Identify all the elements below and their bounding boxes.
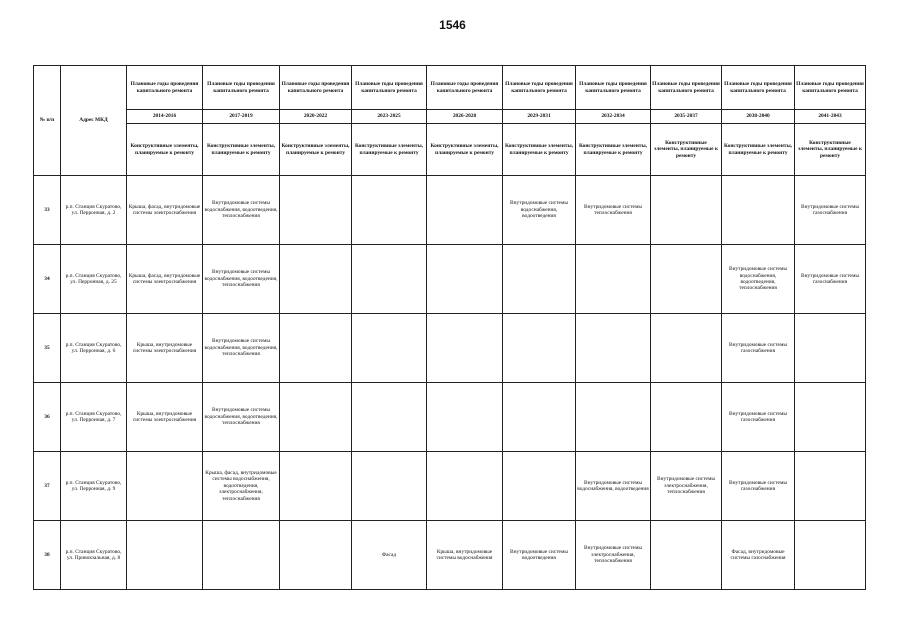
row-number: 37 <box>34 452 61 521</box>
elements-label: Конструктивные элементы, планируемые к ремонту <box>722 124 795 176</box>
column-header-number: № п/п <box>34 66 61 176</box>
repair-cell: Фасад, внутридомовые системы газоснабжения <box>722 521 795 590</box>
table-row <box>34 383 866 452</box>
repair-cell <box>280 245 352 314</box>
elements-label: Конструктивные элементы, планируемые к ремонту <box>503 124 576 176</box>
table-row <box>34 452 866 521</box>
repair-cell <box>722 176 795 245</box>
repair-cell: Внутридомовые системы водоснабжения, водоотведения <box>576 452 651 521</box>
elements-label: Конструктивные элементы, планируемые к ремонту <box>203 124 280 176</box>
column-header-address: Адрес МКД <box>61 66 127 176</box>
period-years: 2020-2022 <box>280 110 352 124</box>
repair-cell <box>352 314 427 383</box>
period-years: 2023-2025 <box>352 110 427 124</box>
elements-label: Конструктивные элементы, планируемые к ремонту <box>352 124 427 176</box>
repair-cell: Крыша, внутридомовые системы электроснабжения <box>127 383 203 452</box>
repair-cell <box>503 383 576 452</box>
repair-cell: Крыша, внутридомовые системы водоснабжения <box>427 521 503 590</box>
header-elements-row <box>34 124 866 176</box>
period-years: 2014-2016 <box>127 110 203 124</box>
period-title: Плановые годы проведения капитального ремонта <box>280 66 352 110</box>
period-title: Плановые годы проведения капитального ремонта <box>722 66 795 110</box>
repair-cell <box>576 245 651 314</box>
elements-label: Конструктивные элементы, планируемые к ремонту <box>795 124 866 176</box>
repair-cell <box>427 176 503 245</box>
header-title-row <box>34 66 866 110</box>
repair-cell <box>127 521 203 590</box>
repair-cell <box>795 383 866 452</box>
repair-cell <box>576 314 651 383</box>
repair-cell <box>651 245 722 314</box>
repair-cell <box>503 452 576 521</box>
repair-cell <box>503 314 576 383</box>
repair-cell <box>427 314 503 383</box>
repair-cell: Внутридомовые системы водоснабжения, водоотведения, теплоснабжения <box>203 176 280 245</box>
period-years: 2032-2034 <box>576 110 651 124</box>
repair-cell: Внутридомовые системы водоснабжения, водоотведения, теплоснабжения <box>203 314 280 383</box>
period-title: Плановые годы проведения капитального ремонта <box>427 66 503 110</box>
repair-cell: Внутридомовые системы газоснабжения <box>722 314 795 383</box>
repair-cell: Крыша, фасад, внутридомовые системы электроснабжения <box>127 245 203 314</box>
repair-cell <box>651 383 722 452</box>
repair-cell <box>280 314 352 383</box>
repair-cell: Крыша, фасад, внутридомовые системы водоснабжения, водоотведения, электроснабжения, теплоснабжения <box>203 452 280 521</box>
elements-label: Конструктивные элементы, планируемые к ремонту <box>651 124 722 176</box>
period-years: 2026-2028 <box>427 110 503 124</box>
table-row <box>34 176 866 245</box>
period-title: Плановые годы проведения капитального ремонта <box>203 66 280 110</box>
repair-cell <box>280 452 352 521</box>
repair-cell <box>427 245 503 314</box>
repair-cell: Фасад <box>352 521 427 590</box>
repair-cell <box>280 176 352 245</box>
period-title: Плановые годы проведения капитального ремонта <box>503 66 576 110</box>
elements-label: Конструктивные элементы, планируемые к ремонту <box>427 124 503 176</box>
period-title: Плановые годы проведения капитального ремонта <box>127 66 203 110</box>
row-address: р.п. Станция Скуратово, ул. Перронная, д. 25 <box>61 245 127 314</box>
repair-cell <box>352 176 427 245</box>
row-number: 36 <box>34 383 61 452</box>
repair-cell <box>352 245 427 314</box>
repair-cell: Крыша, внутридомовые системы электроснабжения <box>127 314 203 383</box>
repair-cell <box>795 452 866 521</box>
row-number: 33 <box>34 176 61 245</box>
elements-label: Конструктивные элементы, планируемые к ремонту <box>576 124 651 176</box>
row-address: р.п. Станция Скуратово, ул. Перронная, д. 2 <box>61 176 127 245</box>
repair-cell: Внутридомовые системы водоснабжения, водоотведения <box>503 176 576 245</box>
period-years: 2041-2043 <box>795 110 866 124</box>
repair-cell: Внутридомовые системы газоснабжения <box>795 176 866 245</box>
header-years-row <box>34 110 866 124</box>
repair-cell <box>352 383 427 452</box>
row-address: р.п. Станция Скуратово, ул. Перронная, д. 9 <box>61 452 127 521</box>
period-years: 2017-2019 <box>203 110 280 124</box>
repair-cell: Внутридомовые системы теплоснабжения <box>576 176 651 245</box>
period-years: 2035-2037 <box>651 110 722 124</box>
repair-cell: Внутридомовые системы электроснабжения, теплоснабжения <box>651 452 722 521</box>
table-row <box>34 245 866 314</box>
elements-label: Конструктивные элементы, планируемые к ремонту <box>280 124 352 176</box>
repair-cell <box>127 452 203 521</box>
repair-cell: Внутридомовые системы электроснабжения, теплоснабжения <box>576 521 651 590</box>
repair-cell: Крыша, фасад, внутридомовые системы электроснабжения <box>127 176 203 245</box>
repair-cell <box>651 314 722 383</box>
repair-cell: Внутридомовые системы водоотведения <box>503 521 576 590</box>
repair-cell <box>280 521 352 590</box>
row-address: р.п. Станция Скуратово, ул. Перронная, д. 6 <box>61 314 127 383</box>
period-years: 2029-2031 <box>503 110 576 124</box>
repair-cell <box>795 314 866 383</box>
repair-cell: Внутридомовые системы газоснабжения <box>795 245 866 314</box>
repair-cell <box>503 245 576 314</box>
repair-cell: Внутридомовые системы водоснабжения, водоотведения, теплоснабжения <box>203 245 280 314</box>
elements-label: Конструктивные элементы, планируемые к ремонту <box>127 124 203 176</box>
period-title: Плановые годы проведения капитального ремонта <box>651 66 722 110</box>
row-number: 35 <box>34 314 61 383</box>
repair-cell <box>352 452 427 521</box>
period-title: Плановые годы проведения капитального ремонта <box>576 66 651 110</box>
repair-cell <box>651 176 722 245</box>
table-row <box>34 521 866 590</box>
row-address: р.п. Станция Скуратово, ул. Перронная, д. 7 <box>61 383 127 452</box>
repair-cell: Внутридомовые системы водоснабжения, водоотведения, теплоснабжения <box>203 383 280 452</box>
repair-cell <box>576 383 651 452</box>
repair-cell <box>427 452 503 521</box>
page-number: 1546 <box>439 18 466 32</box>
repair-cell <box>651 521 722 590</box>
row-number: 38 <box>34 521 61 590</box>
repair-cell <box>203 521 280 590</box>
repair-cell <box>427 383 503 452</box>
period-title: Плановые годы проведения капитального ремонта <box>795 66 866 110</box>
repair-cell: Внутридомовые системы водоснабжения, водоотведения, теплоснабжения <box>722 245 795 314</box>
repair-cell <box>795 521 866 590</box>
row-address: р.п. Станция Скуратово, ул. Привокзальная, д. 8 <box>61 521 127 590</box>
repair-cell <box>280 383 352 452</box>
repair-cell: Внутридомовые системы газоснабжения <box>722 452 795 521</box>
row-number: 34 <box>34 245 61 314</box>
period-title: Плановые годы проведения капитального ремонта <box>352 66 427 110</box>
capital-repair-schedule-table <box>33 65 866 590</box>
period-years: 2038-2040 <box>722 110 795 124</box>
table-row <box>34 314 866 383</box>
repair-cell: Внутридомовые системы газоснабжения <box>722 383 795 452</box>
